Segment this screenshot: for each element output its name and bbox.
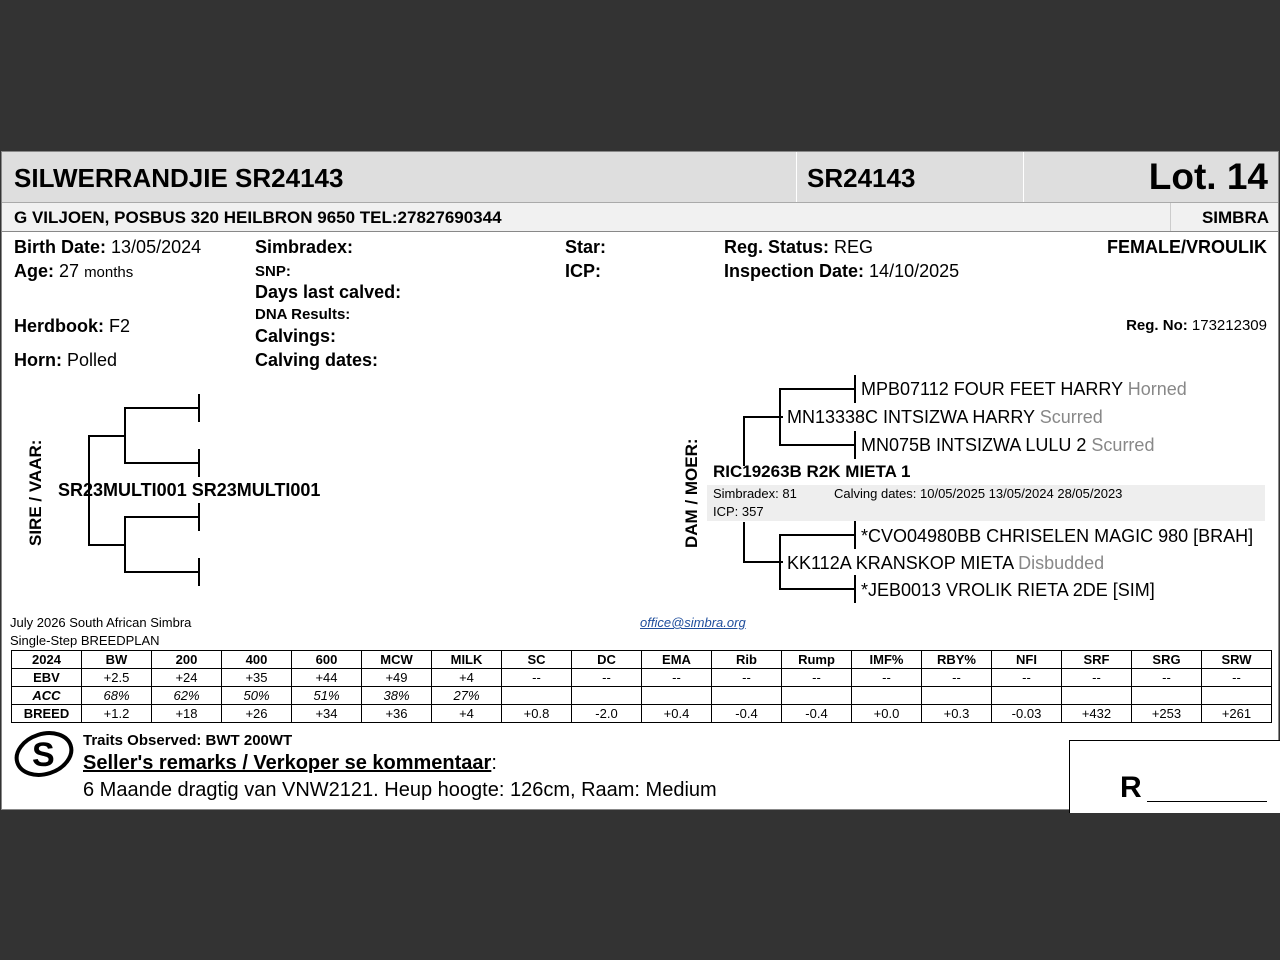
acc-cell [782,687,852,705]
sire-dam-bracket [124,516,126,573]
ebv-cell: +35 [222,669,292,687]
ebv-header-cell: SC [502,651,572,669]
ebv-cell: -- [1062,669,1132,687]
remarks-heading [83,752,497,775]
acc-cell [922,687,992,705]
dam-sire-sire [861,379,1187,400]
sire-bracket-top [88,435,126,437]
dam-dam [787,553,1104,574]
owner-info: G VILJOEN, POSBUS 320 HEILBRON 9650 TEL:27827690344 [14,208,502,227]
reg-status-value: REG [834,237,874,257]
acc-cell [1062,687,1132,705]
ebv-header-cell: Rib [712,651,782,669]
breed-cell: -2.0 [572,705,642,723]
dam-name: RIC19263B R2K MIETA 1 [713,462,911,481]
birth-date-label: Birth Date: [14,237,107,257]
ebv-cell: -- [712,669,782,687]
sire-sire-dam-tick [198,449,200,477]
ebv-header-cell: 600 [292,651,362,669]
title-bar [2,152,1278,203]
ebv-cell: -- [502,669,572,687]
remarks-colon: : [491,752,497,774]
icp-label: ICP: [565,261,601,281]
dam-dam-horn: Disbudded [1018,553,1105,573]
sire-bracket-bottom [88,544,126,546]
acc-cell [642,687,712,705]
ebv-header-cell: 2024 [12,651,82,669]
animal-code: SR24143 [807,163,916,193]
price-line[interactable] [1147,801,1267,802]
age-unit: months [84,264,134,281]
sire-dam-top [124,516,199,518]
reg-no-label: Reg. No: [1126,317,1188,334]
breed-cell: +26 [222,705,292,723]
breed-cell: +4 [432,705,502,723]
ebv-header-cell: RBY% [922,651,992,669]
dam-sire-dam [861,435,1154,456]
acc-cell [852,687,922,705]
horn-value: Polled [67,350,118,370]
snp-label: SNP: [255,263,291,280]
acc-cell: ACC [12,687,82,705]
ebv-header-cell: SRW [1202,651,1272,669]
ebv-header-cell: 400 [222,651,292,669]
sire-name: SR23MULTI001 SR23MULTI001 [58,480,321,500]
dam-icp: ICP: 357 [713,504,764,519]
dam-sire-top [779,388,855,390]
dam-sire-horn: Scurred [1039,407,1103,427]
lot-card [1,151,1279,810]
dam-sire-sire-horn: Horned [1127,379,1187,399]
ebv-cell: -- [782,669,852,687]
age-value: 27 [59,261,80,281]
code-cell [796,152,1024,202]
breed-cell: BREED [12,705,82,723]
ebv-cell: -- [642,669,712,687]
svg-text:S: S [32,736,55,774]
ebv-header-cell: IMF% [852,651,922,669]
breed-cell: +432 [1062,705,1132,723]
remarks-text: 6 Maande dragtig van VNW2121. Heup hoogte: 126cm, Raam: Medium [83,779,717,801]
ebv-cell: -- [852,669,922,687]
reg-status [724,237,873,258]
ebv-table [11,650,1272,723]
traits-observed: Traits Observed: BWT 200WT [83,732,293,749]
ebv-cell: +44 [292,669,362,687]
ebv-header-cell: MILK [432,651,502,669]
simbra-logo-icon [13,728,77,785]
age [14,261,133,282]
herdbook-label: Herdbook: [14,316,104,336]
sire-dam-dam-tick [198,558,200,586]
inspection-date [724,261,959,282]
acc-cell [572,687,642,705]
sex: FEMALE/VROULIK [1107,237,1267,257]
sire-sire-top [124,407,199,409]
acc-cell [1132,687,1202,705]
dam-sire-dam-horn: Scurred [1091,435,1155,455]
acc-cell: 68% [82,687,152,705]
acc-cell [712,687,782,705]
breed-cell: -0.03 [992,705,1062,723]
ebv-header-row [12,651,1272,669]
ebv-cell: -- [572,669,642,687]
herdbook-value: F2 [109,316,131,336]
acc-row [12,687,1272,705]
dna-results-label: DNA Results: [255,306,351,323]
sire-dam-sire-tick [198,503,200,531]
sire-label: SIRE / VAAR: [26,439,45,546]
breed-cell: +36 [362,705,432,723]
acc-cell: 27% [432,687,502,705]
dam-dam-top [779,534,855,536]
dam-calving-dates: Calving dates: 10/05/2025 13/05/2024 28/05/2023 [834,486,1123,501]
reg-no [1126,317,1267,334]
dam-dam-sire-tick [854,521,856,549]
simbradex-label: Simbradex: [255,237,354,257]
ebv-cell: -- [992,669,1062,687]
breedplan-date: July 2026 South African Simbra [10,615,192,630]
ebv-cell: +49 [362,669,432,687]
breed-cell: +261 [1202,705,1272,723]
ebv-cell: +4 [432,669,502,687]
dam-sire-bottom [779,444,855,446]
dam-bracket-upper [743,416,745,466]
dam-dam-sire [861,526,1253,547]
ebv-header-cell: DC [572,651,642,669]
acc-cell [502,687,572,705]
email-link[interactable]: office@simbra.org [640,615,746,630]
dam-sire-sire-tick [854,375,856,403]
ebv-cell: -- [922,669,992,687]
star-label: Star: [565,237,607,257]
birth-date-value: 13/05/2024 [111,237,202,257]
calvings-label: Calvings: [255,326,337,346]
acc-cell: 50% [222,687,292,705]
acc-cell [1202,687,1272,705]
acc-cell: 51% [292,687,362,705]
ebv-header-cell: EMA [642,651,712,669]
sire-dam-bottom [124,571,199,573]
breed-cell [1170,203,1279,231]
lot-number: Lot. 14 [1148,156,1268,197]
dam-bracket-upper-top [743,416,783,418]
dam-sire-name: MN13338C INTSIZWA HARRY [787,407,1035,427]
acc-cell [992,687,1062,705]
reg-no-value: 173212309 [1191,317,1267,334]
breed-row [12,705,1272,723]
breed-cell: +1.2 [82,705,152,723]
acc-cell: 62% [152,687,222,705]
breed-cell: -0.4 [782,705,852,723]
dam-dam-bottom [779,588,855,590]
owner-bar [2,203,1278,232]
dam-sire-sire-name: MPB07112 FOUR FEET HARRY [861,379,1123,399]
acc-cell: 38% [362,687,432,705]
ebv-row [12,669,1272,687]
reg-status-label: Reg. Status: [724,237,830,257]
price-box [1069,740,1280,813]
dam-dam-bracket [779,534,781,590]
ebv-cell: +2.5 [82,669,152,687]
ebv-header-cell: MCW [362,651,432,669]
ebv-header-cell: BW [82,651,152,669]
ebv-cell: -- [1202,669,1272,687]
ebv-header-cell: NFI [992,651,1062,669]
ebv-header-cell: SRG [1132,651,1202,669]
birth-date [14,237,201,258]
breed-name: SIMBRA [1201,208,1269,227]
sire-sire-bottom [124,462,199,464]
dam-dam-name: KK112A KRANSKOP MIETA [787,553,1014,573]
breed-cell: +0.4 [642,705,712,723]
ebv-header-cell: Rump [782,651,852,669]
ebv-cell: -- [1132,669,1202,687]
breed-cell: +0.0 [852,705,922,723]
dam-sire [787,407,1103,428]
remarks-title: Seller's remarks / Verkoper se kommentaar [83,752,492,774]
ebv-cell: EBV [12,669,82,687]
breed-cell: +0.3 [922,705,992,723]
dam-label: DAM / MOER: [682,438,701,548]
breed-cell: +18 [152,705,222,723]
herdbook [14,316,130,337]
horn-label: Horn: [14,350,62,370]
age-label: Age: [14,261,54,281]
inspection-date-value: 14/10/2025 [869,261,960,281]
ebv-header-cell: 200 [152,651,222,669]
dam-sire-bracket [779,388,781,446]
animal-name: SILWERRANDJIE SR24143 [14,163,344,193]
dam-bracket-lower [743,522,745,563]
dam-dam-dam [861,580,1155,601]
price-symbol: R [1120,771,1142,804]
breed-cell: +0.8 [502,705,572,723]
ebv-cell: +24 [152,669,222,687]
dam-dam-sire-name: *CVO04980BB CHRISELEN MAGIC 980 [BRAH] [861,526,1254,546]
breedplan-type: Single-Step BREEDPLAN [10,633,160,648]
sire-sire-sire-tick [198,394,200,422]
horn [14,350,117,371]
breed-cell: -0.4 [712,705,782,723]
inspection-date-label: Inspection Date: [724,261,865,281]
days-last-calved-label: Days last calved: [255,282,402,302]
dam-dam-dam-name: *JEB0013 VROLIK RIETA 2DE [SIM] [861,580,1155,600]
dam-sire-dam-tick [854,431,856,459]
dam-simbradex: Simbradex: 81 [713,486,797,501]
breed-cell: +34 [292,705,362,723]
breed-cell: +253 [1132,705,1202,723]
dam-dam-dam-tick [854,575,856,603]
sire-sire-bracket [124,407,126,464]
calving-dates-label: Calving dates: [255,350,379,370]
ebv-header-cell: SRF [1062,651,1132,669]
dam-sire-dam-name: MN075B INTSIZWA LULU 2 [861,435,1087,455]
dam-bracket-lower-bottom [743,561,783,563]
